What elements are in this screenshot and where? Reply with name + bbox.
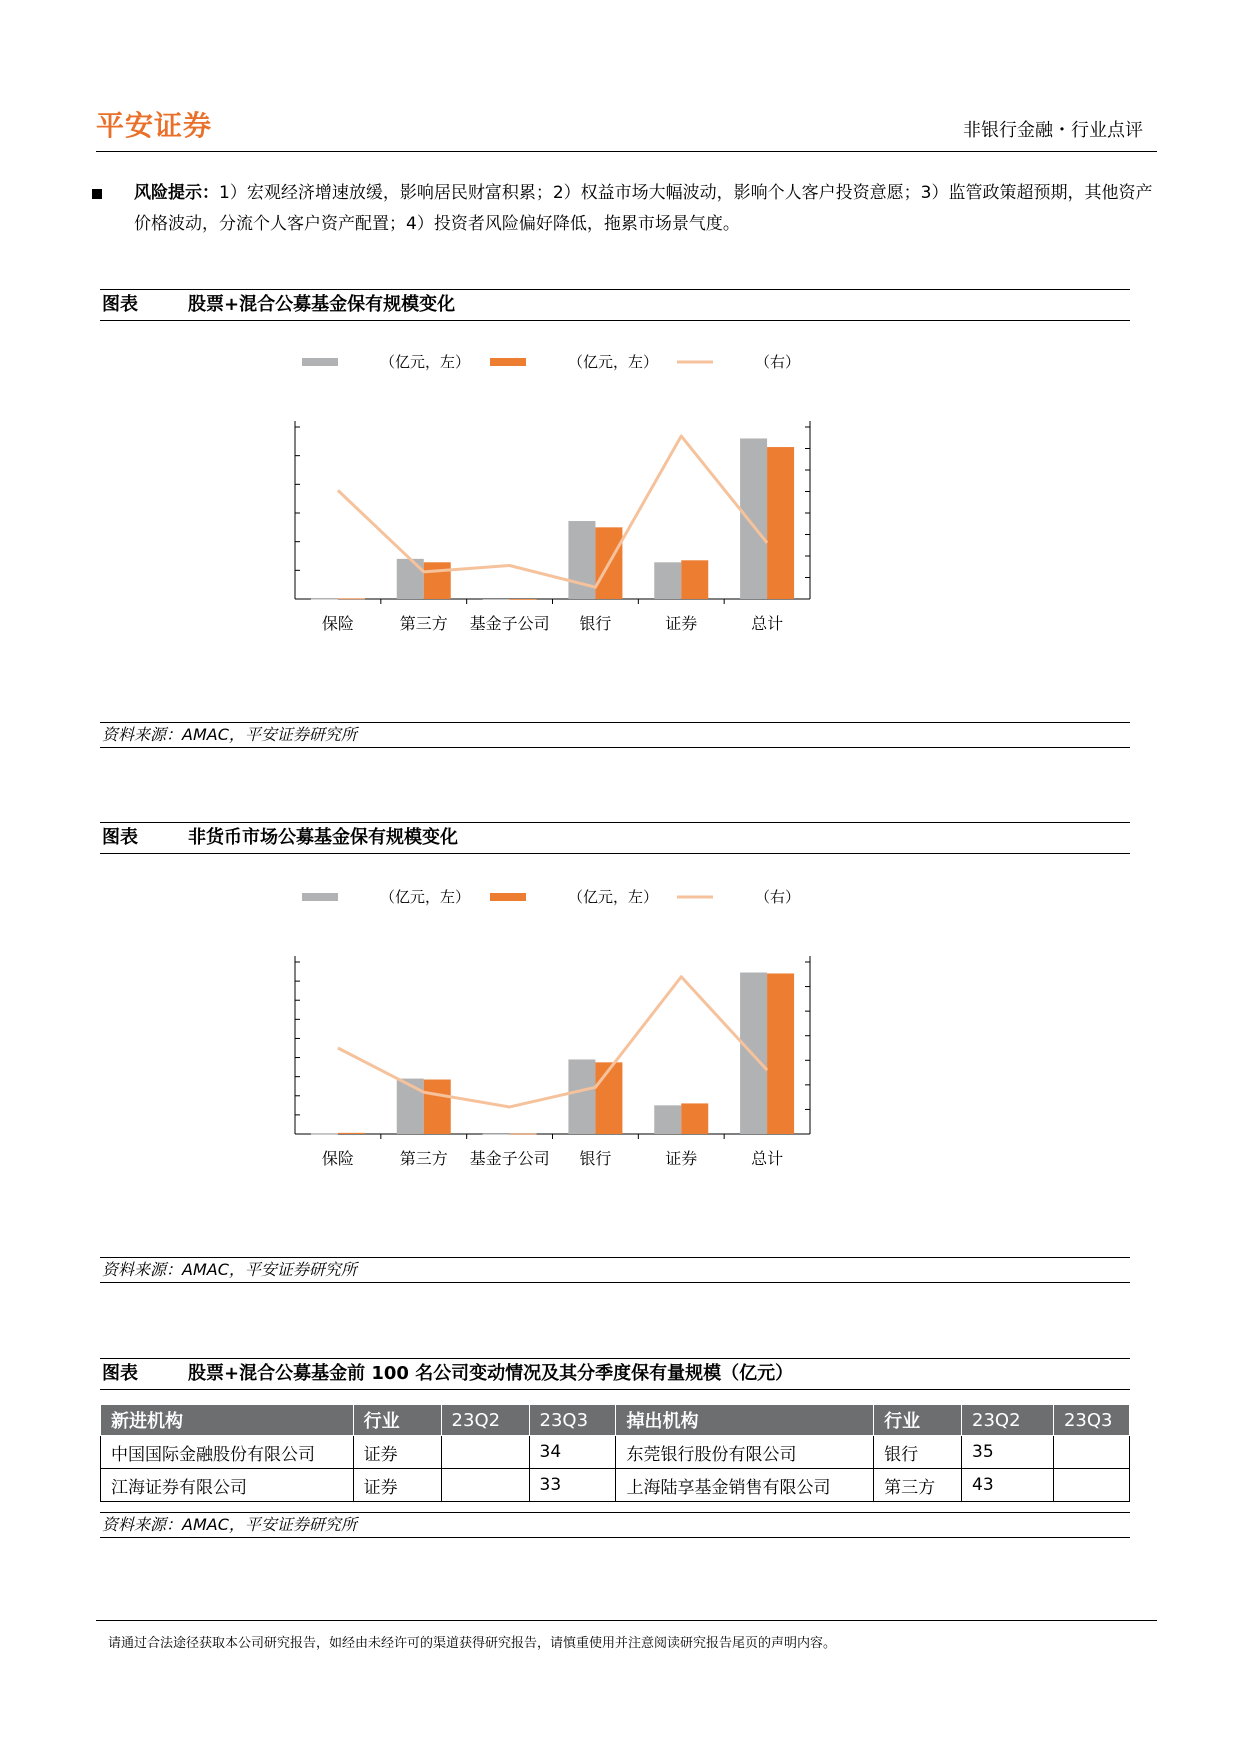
- figure-tag: 图表: [102, 1363, 138, 1384]
- legend-swatch: [490, 893, 526, 901]
- figure-3-source: 资料来源：AMAC，平安证券研究所: [100, 1512, 1130, 1538]
- table-header-cell: 行业: [874, 1405, 962, 1436]
- chart-2: [280, 887, 930, 1217]
- bar: [568, 1059, 595, 1134]
- legend-label: （亿元，左）: [568, 353, 659, 371]
- bar: [483, 1134, 510, 1135]
- category-label: 保险: [321, 614, 354, 633]
- table-cell: [1053, 1436, 1129, 1469]
- category-label: 银行: [579, 614, 612, 633]
- category-label: 证券: [665, 1149, 698, 1168]
- risk-label: 风险提示：: [134, 183, 219, 203]
- table-row: [101, 1469, 1130, 1502]
- institution-change-table: [100, 1404, 1130, 1502]
- table-cell: 35: [962, 1436, 1054, 1469]
- legend-swatch: [302, 358, 338, 366]
- category-label: 第三方: [399, 614, 448, 633]
- header-divider: [96, 151, 1157, 152]
- company-logo: 平安证券: [96, 109, 213, 142]
- bar: [397, 559, 424, 599]
- bar: [681, 1103, 708, 1134]
- figure-tag: 图表: [102, 294, 138, 315]
- figure-3-title-bar: [100, 1358, 1130, 1390]
- table-header-cell: 掉出机构: [616, 1405, 874, 1436]
- bar: [595, 1062, 622, 1134]
- table-cell: 33: [529, 1469, 616, 1502]
- table-header-cell: 23Q2: [962, 1405, 1054, 1436]
- table-cell: [1053, 1469, 1129, 1502]
- figure-2-title-bar: [100, 822, 1130, 854]
- bar: [424, 562, 451, 599]
- bar: [338, 1133, 365, 1134]
- table-header-cell: 新进机构: [101, 1405, 354, 1436]
- bar: [311, 599, 338, 600]
- table-cell: 东莞银行股份有限公司: [616, 1436, 874, 1469]
- bar: [740, 438, 767, 599]
- table-header-cell: 行业: [353, 1405, 441, 1436]
- risk-text: 1）宏观经济增速放缓，影响居民财富积累；2）权益市场大幅波动，影响个人客户投资意愿；3）监管政策超预期，其他资产价格波动，分流个人客户资产配置；4）投资者风险偏好降低，拖累市场景气度。: [134, 183, 1153, 234]
- table-cell: [441, 1469, 529, 1502]
- category-label: 基金子公司: [469, 1149, 550, 1168]
- legend-label: （右）: [755, 353, 801, 371]
- table-cell: 江海证券有限公司: [101, 1469, 354, 1502]
- category-label: 保险: [321, 1149, 354, 1168]
- legend-label: （亿元，左）: [568, 888, 659, 906]
- table-cell: 证券: [353, 1436, 441, 1469]
- chart-1: [280, 352, 930, 682]
- bar: [483, 599, 510, 600]
- legend-label: （亿元，左）: [380, 888, 471, 906]
- bar: [510, 1134, 537, 1135]
- legend-label: （右）: [755, 888, 801, 906]
- table-cell: 证券: [353, 1469, 441, 1502]
- footer-disclaimer: 请通过合法途径获取本公司研究报告，如经由未经许可的渠道获得研究报告，请慎重使用并注意阅读研究报告尾页的声明内容。: [108, 1636, 837, 1651]
- table-header-row: [101, 1405, 1130, 1436]
- legend-swatch: [302, 893, 338, 901]
- table-cell: 中国国际金融股份有限公司: [101, 1436, 354, 1469]
- figure-title: 股票+混合公募基金保有规模变化: [188, 294, 456, 315]
- bar: [510, 599, 537, 600]
- report-category: 非银行金融・行业点评: [963, 120, 1143, 141]
- table-row: [101, 1436, 1130, 1469]
- footer-divider: [96, 1620, 1157, 1621]
- table-header-cell: 23Q2: [441, 1405, 529, 1436]
- table-cell: [441, 1436, 529, 1469]
- table-cell: 43: [962, 1469, 1054, 1502]
- figure-2-source: 资料来源：AMAC，平安证券研究所: [100, 1257, 1130, 1283]
- figure-title: 非货币市场公募基金保有规模变化: [188, 827, 458, 848]
- bar: [311, 1134, 338, 1135]
- table-cell: 34: [529, 1436, 616, 1469]
- figure-tag: 图表: [102, 827, 138, 848]
- table-header-cell: 23Q3: [1053, 1405, 1129, 1436]
- table-cell: 第三方: [874, 1469, 962, 1502]
- figure-title: 股票+混合公募基金前 100 名公司变动情况及其分季度保有量规模（亿元）: [188, 1363, 794, 1384]
- legend-swatch: [490, 358, 526, 366]
- bar: [654, 1105, 681, 1134]
- category-label: 第三方: [399, 1149, 448, 1168]
- square-bullet-icon: [92, 189, 102, 199]
- category-label: 证券: [665, 614, 698, 633]
- bar: [338, 598, 365, 599]
- figure-1-source: 资料来源：AMAC，平安证券研究所: [100, 722, 1130, 748]
- bar: [654, 562, 681, 599]
- bar: [681, 560, 708, 599]
- category-label: 银行: [579, 1149, 612, 1168]
- bar: [767, 973, 794, 1134]
- risk-warning: [92, 178, 1162, 240]
- bar: [424, 1080, 451, 1134]
- bar: [767, 447, 794, 599]
- category-label: 基金子公司: [469, 614, 550, 633]
- table-cell: 银行: [874, 1436, 962, 1469]
- category-label: 总计: [751, 614, 784, 633]
- table-header-cell: 23Q3: [529, 1405, 616, 1436]
- figure-1-title-bar: [100, 289, 1130, 321]
- category-label: 总计: [751, 1149, 784, 1168]
- table-cell: 上海陆享基金销售有限公司: [616, 1469, 874, 1502]
- legend-label: （亿元，左）: [380, 353, 471, 371]
